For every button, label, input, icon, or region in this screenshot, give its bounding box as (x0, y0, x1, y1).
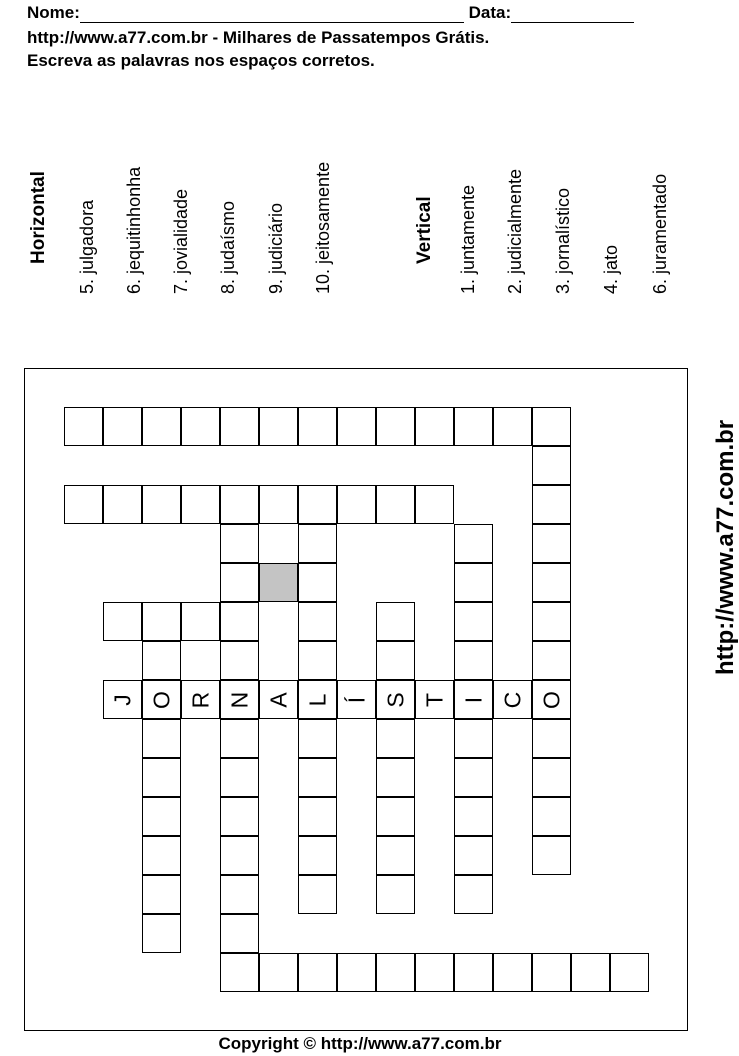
grid-cell[interactable] (64, 407, 103, 446)
horizontal-clue: 5. julgadora (77, 199, 97, 294)
given-letter: T (421, 692, 447, 707)
given-letter: L (304, 693, 330, 706)
given-letter: Í (343, 696, 369, 703)
grid-cell[interactable] (220, 758, 259, 797)
grid-cell[interactable] (220, 485, 259, 524)
vertical-clue: 3. jornalístico (553, 187, 573, 294)
grid-cell[interactable] (415, 953, 454, 992)
grid-cell[interactable] (298, 875, 337, 914)
grid-cell[interactable] (142, 875, 181, 914)
grid-cell[interactable] (142, 641, 181, 680)
grid-cell[interactable] (337, 485, 376, 524)
grid-cell[interactable] (376, 719, 415, 758)
grid-cell[interactable] (142, 797, 181, 836)
vertical-title: Vertical (414, 196, 435, 264)
given-letter-cell[interactable] (142, 680, 181, 719)
grid-cell[interactable] (571, 953, 610, 992)
given-letter-cell[interactable] (298, 680, 337, 719)
grid-cell[interactable] (103, 602, 142, 641)
grid-cell[interactable] (376, 602, 415, 641)
grid-cell[interactable] (220, 719, 259, 758)
grid-cell[interactable] (454, 836, 493, 875)
vertical-clue: 1. juntamente (458, 184, 478, 294)
grid-cell[interactable] (220, 407, 259, 446)
given-letter-cell[interactable] (220, 680, 259, 719)
given-letter-cell[interactable] (103, 680, 142, 719)
vertical-clue: 6. juramentado (650, 173, 670, 294)
grid-cell[interactable] (259, 953, 298, 992)
grid-cell[interactable] (181, 485, 220, 524)
grid-cell[interactable] (142, 836, 181, 875)
copyright: Copyright © http://www.a77.com.br (218, 1034, 502, 1053)
grid-cell[interactable] (142, 407, 181, 446)
grid-cell[interactable] (376, 953, 415, 992)
grid-cell[interactable] (532, 797, 571, 836)
grid-cell[interactable] (454, 875, 493, 914)
grid-cell[interactable] (103, 485, 142, 524)
given-letter: C (499, 691, 525, 708)
given-letter: S (382, 691, 408, 708)
grid-cell[interactable] (103, 407, 142, 446)
grid-cell[interactable] (454, 797, 493, 836)
vertical-clue: 2. judicialmente (505, 168, 525, 294)
grid-cell[interactable] (376, 641, 415, 680)
grid-cell[interactable] (376, 797, 415, 836)
grid-cell[interactable] (532, 446, 571, 485)
given-letter: A (265, 691, 291, 708)
horizontal-clue: 9. judiciário (266, 202, 286, 294)
grid-cell[interactable] (220, 602, 259, 641)
grid-cell[interactable] (220, 953, 259, 992)
grid-cell[interactable] (532, 563, 571, 602)
name-label: Nome: (27, 3, 80, 22)
grid-cell[interactable] (298, 836, 337, 875)
date-label: Data: (468, 3, 512, 22)
grid-cell[interactable] (454, 602, 493, 641)
given-letter-cell[interactable] (181, 680, 220, 719)
given-letter: I (460, 696, 486, 703)
grid-cell[interactable] (298, 797, 337, 836)
given-letter: R (187, 691, 213, 708)
grid-cell[interactable] (532, 485, 571, 524)
grid-cell[interactable] (532, 602, 571, 641)
grid-cell[interactable] (532, 758, 571, 797)
horizontal-title: Horizontal (28, 171, 49, 264)
grid-cell[interactable] (376, 758, 415, 797)
grid-cell[interactable] (298, 953, 337, 992)
shaded-cell (259, 563, 298, 602)
horizontal-clue: 7. jovialidade (171, 188, 191, 294)
grid-cell[interactable] (298, 758, 337, 797)
horizontal-clue: 8. judaísmo (218, 200, 238, 294)
grid-cell[interactable] (142, 719, 181, 758)
given-letter-cell[interactable] (337, 680, 376, 719)
given-letter-cell[interactable] (376, 680, 415, 719)
grid-cell[interactable] (376, 836, 415, 875)
grid-cell[interactable] (454, 719, 493, 758)
grid-cell[interactable] (454, 953, 493, 992)
given-letter: N (226, 691, 252, 708)
grid-cell[interactable] (376, 407, 415, 446)
given-letter-cell[interactable] (454, 680, 493, 719)
grid-cell[interactable] (298, 602, 337, 641)
grid-cell[interactable] (532, 641, 571, 680)
grid-cell[interactable] (454, 641, 493, 680)
grid-cell[interactable] (376, 485, 415, 524)
grid-cell[interactable] (64, 485, 103, 524)
given-letter: O (538, 690, 564, 709)
grid-cell[interactable] (259, 407, 298, 446)
given-letter: J (109, 693, 135, 706)
grid-cell[interactable] (181, 602, 220, 641)
given-letter-cell[interactable] (259, 680, 298, 719)
grid-cell[interactable] (454, 758, 493, 797)
grid-cell[interactable] (454, 524, 493, 563)
grid-cell[interactable] (532, 719, 571, 758)
site-line: http://www.a77.com.br - Milhares de Passatempos Grátis. (27, 28, 490, 47)
instruction: Escreva as palavras nos espaços corretos. (27, 51, 375, 70)
given-letter: O (148, 690, 174, 709)
given-letter-cell[interactable] (415, 680, 454, 719)
grid-cell[interactable] (493, 953, 532, 992)
grid-cell[interactable] (415, 485, 454, 524)
grid-cell[interactable] (298, 563, 337, 602)
grid-cell[interactable] (298, 719, 337, 758)
horizontal-clue: 10. jeitosamente (313, 161, 333, 294)
grid-cell[interactable] (220, 914, 259, 953)
side-url: http://www.a77.com.br (712, 419, 739, 675)
grid-cell[interactable] (259, 485, 298, 524)
grid-cell[interactable] (220, 563, 259, 602)
grid-cell[interactable] (337, 407, 376, 446)
grid-cell[interactable] (298, 407, 337, 446)
given-letter-cell[interactable] (532, 680, 571, 719)
horizontal-clue: 6. jequitinhonha (124, 166, 144, 294)
grid-cell[interactable] (493, 407, 532, 446)
grid-cell[interactable] (376, 875, 415, 914)
grid-cell[interactable] (142, 485, 181, 524)
grid-cell[interactable] (220, 875, 259, 914)
grid-cell[interactable] (337, 953, 376, 992)
given-letter-cell[interactable] (493, 680, 532, 719)
grid-cell[interactable] (532, 407, 571, 446)
grid-cell[interactable] (220, 641, 259, 680)
grid-cell[interactable] (298, 485, 337, 524)
grid-cell[interactable] (454, 563, 493, 602)
vertical-clue: 4. jato (601, 244, 621, 294)
grid-cell[interactable] (220, 797, 259, 836)
grid-cell[interactable] (142, 914, 181, 953)
grid-cell[interactable] (415, 407, 454, 446)
grid-cell[interactable] (298, 641, 337, 680)
grid-cell[interactable] (532, 836, 571, 875)
grid-cell[interactable] (142, 758, 181, 797)
grid-cell[interactable] (220, 836, 259, 875)
grid-cell[interactable] (220, 524, 259, 563)
grid-cell[interactable] (181, 407, 220, 446)
grid-cell[interactable] (532, 524, 571, 563)
grid-cell[interactable] (532, 953, 571, 992)
grid-cell[interactable] (454, 407, 493, 446)
grid-cell[interactable] (610, 953, 649, 992)
grid-cell[interactable] (298, 524, 337, 563)
grid-cell[interactable] (142, 602, 181, 641)
